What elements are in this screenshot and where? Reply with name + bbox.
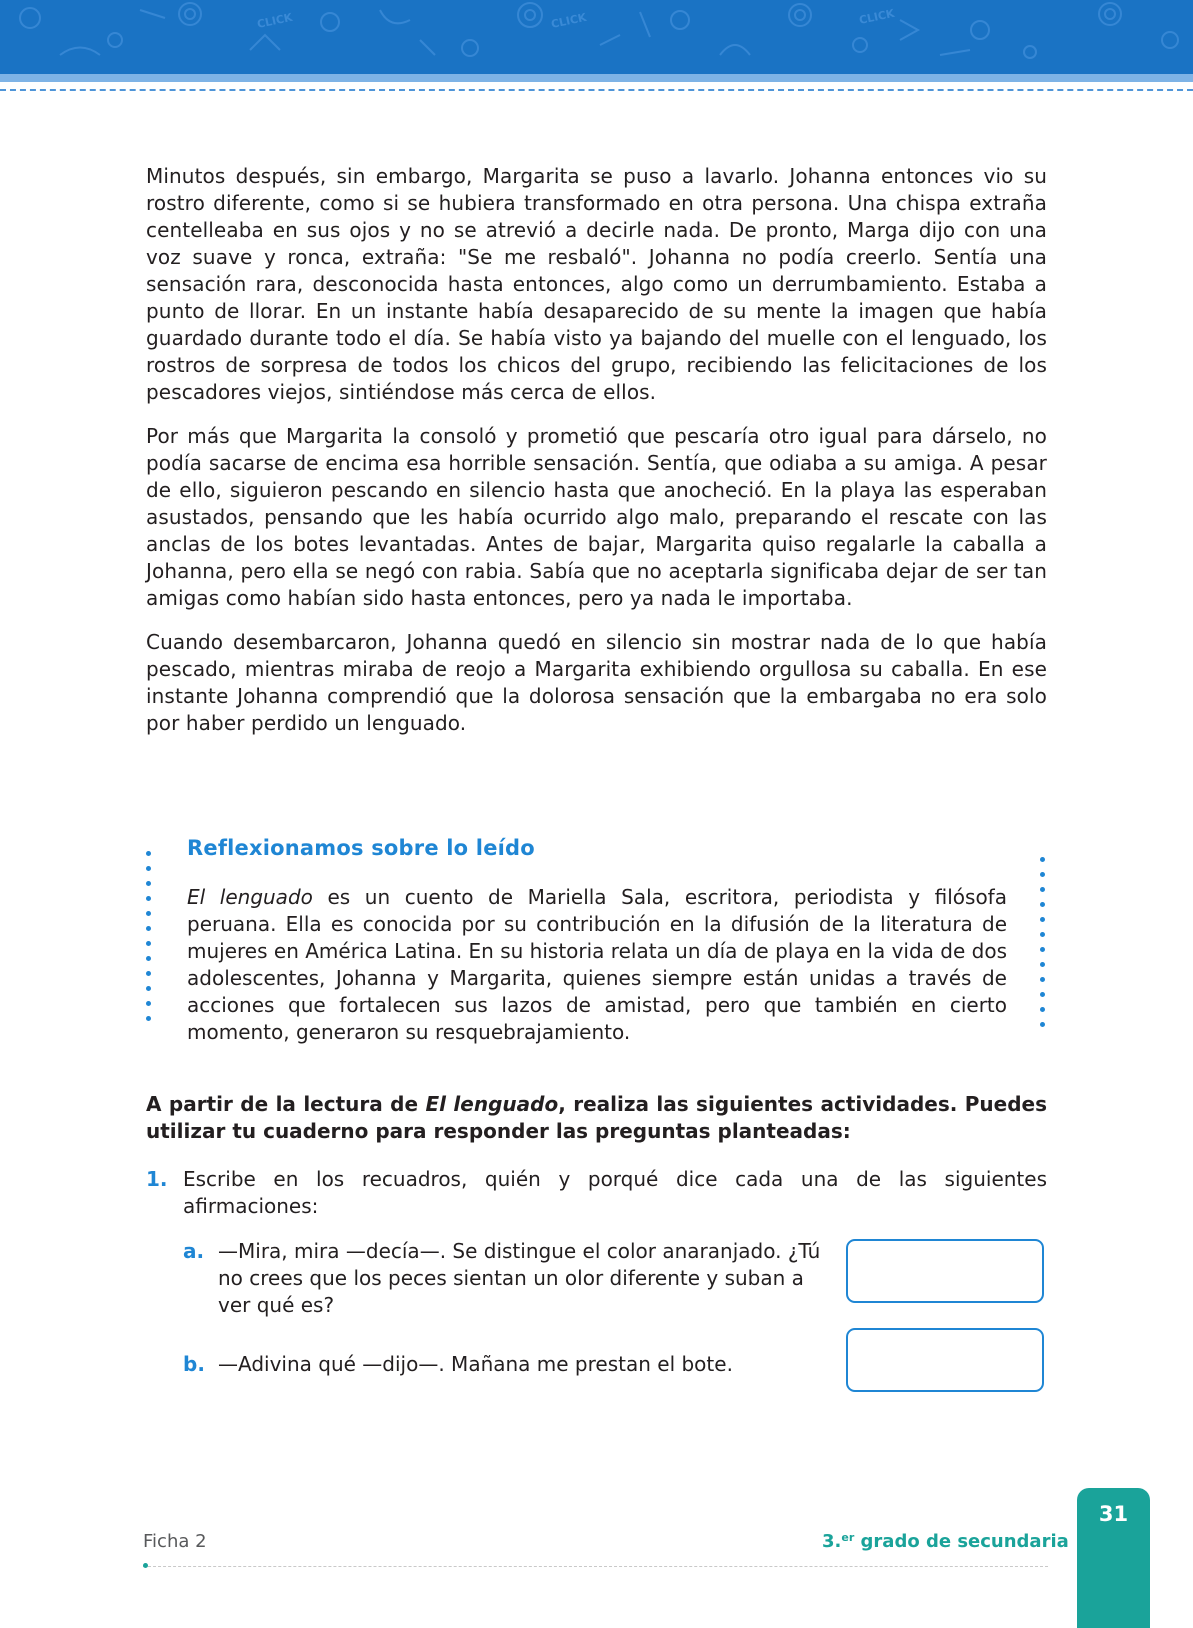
page-number-tab	[1077, 1488, 1150, 1628]
header-dashed-divider	[0, 89, 1193, 91]
activity-instruction	[146, 1091, 1047, 1145]
story-paragraph: Por más que Margarita la consoló y prometió que pescaría otro igual para dárselo, no podía sacarse de encima esa horrible sensación. Sentía, que odiaba a su amiga. A pesar de ello, siguieron pescando en silencio hasta que anocheció. En la playa las esperaban asustados, pensando que les había ocurrido algo malo, preparando el rescate con las anclas de los botes levantadas. Antes de bajar, Margarita quiso regalarle la caballa a Johanna, pero ella se negó con rabia. Sabía que no aceptarla significaba dejar de ser tan amigas como habían sido hasta entonces, pero ya nada le importaba.	[146, 424, 1047, 610]
answer-box-b[interactable]	[846, 1328, 1044, 1392]
footer-divider	[143, 1566, 1048, 1567]
question-number: 1.	[146, 1167, 168, 1191]
reflection-text	[187, 884, 1007, 1046]
answer-box-a[interactable]	[846, 1239, 1044, 1303]
page-number: 31	[1098, 1502, 1129, 1526]
dotted-border-right	[1040, 857, 1046, 1037]
header-stripe	[0, 74, 1193, 82]
book-title: El lenguado	[187, 885, 313, 909]
item-letter: b.	[183, 1352, 205, 1376]
instruction-part: A partir de la lectura de	[146, 1092, 426, 1116]
story-text	[146, 163, 1047, 754]
dotted-border-left	[146, 851, 152, 1031]
reflection-body: es un cuento de Mariella Sala, escritora, periodista y filósofa peruana. Ella es conocida por su contribución en la difusión de la literatura de mujeres en América Latina. En su historia relata un día de playa en la vida de dos adolescentes, Johanna y Margarita, quienes siempre están unidas a través de acciones que fortalecen sus lazos de amistad, pero que también en cierto momento, generaron su resquebrajamiento.	[187, 885, 1007, 1044]
instruction-part: , realiza las siguientes actividades. Puedes utilizar tu cuaderno para responder las preguntas planteadas:	[146, 1092, 1047, 1143]
footer-grade-label: 3.$^{er}$ grado de secundaria	[822, 1531, 1069, 1552]
item-letter: a.	[183, 1239, 205, 1263]
doodle-text: CLICK	[857, 6, 896, 27]
item-text: —Adivina qué —dijo—. Mañana me prestan el bote.	[218, 1352, 733, 1376]
doodle-text: CLICK	[549, 10, 588, 31]
reflection-title: Reflexionamos sobre lo leído	[187, 836, 535, 860]
doodle-text: CLICK	[255, 10, 294, 31]
story-paragraph: Cuando desembarcaron, Johanna quedó en silencio sin mostrar nada de lo que había pescado, mientras miraba de reojo a Margarita exhibiendo orgullosa su caballa. En ese instante Johanna comprendió que la dolorosa sensación que la embargaba no era solo por haber perdido un lenguado.	[146, 630, 1047, 735]
story-paragraph: Minutos después, sin embargo, Margarita se puso a lavarlo. Johanna entonces vio su rostro diferente, como si se hubiera transformado en otra persona. Una chispa extraña centelleaba en sus ojos y no se atrevió a decirle nada. De pronto, Marga dijo con una voz suave y ronca, extraña: "Se me resbaló". Johanna no podía creerlo. Sentía una sensación rara, desconocida hasta entonces, algo como un derrumbamiento. Estaba a punto de llorar. En un instante había desaparecido de su mente la imagen que había guardado durante todo el día. Se había visto ya bajando del muelle con el lenguado, los rostros de sorpresa de todos los chicos del grupo, recibiendo las felicitaciones de los pescadores viejos, sintiéndose más cerca de ellos.	[146, 164, 1047, 404]
footer-dot	[143, 1563, 148, 1568]
reflection-box	[146, 836, 1052, 1044]
question-text: Escribe en los recuadros, quién y porqué dice cada una de las siguientes afirmaciones:	[183, 1167, 1047, 1218]
footer-worksheet-label: Ficha 2	[143, 1531, 207, 1552]
header-banner	[0, 0, 1193, 74]
book-title: El lenguado	[425, 1092, 559, 1116]
doodle-pattern	[0, 0, 1193, 74]
item-text: —Mira, mira —decía—. Se distingue el color anaranjado. ¿Tú no crees que los peces sientan un olor diferente y suban a ver qué es?	[218, 1239, 821, 1317]
